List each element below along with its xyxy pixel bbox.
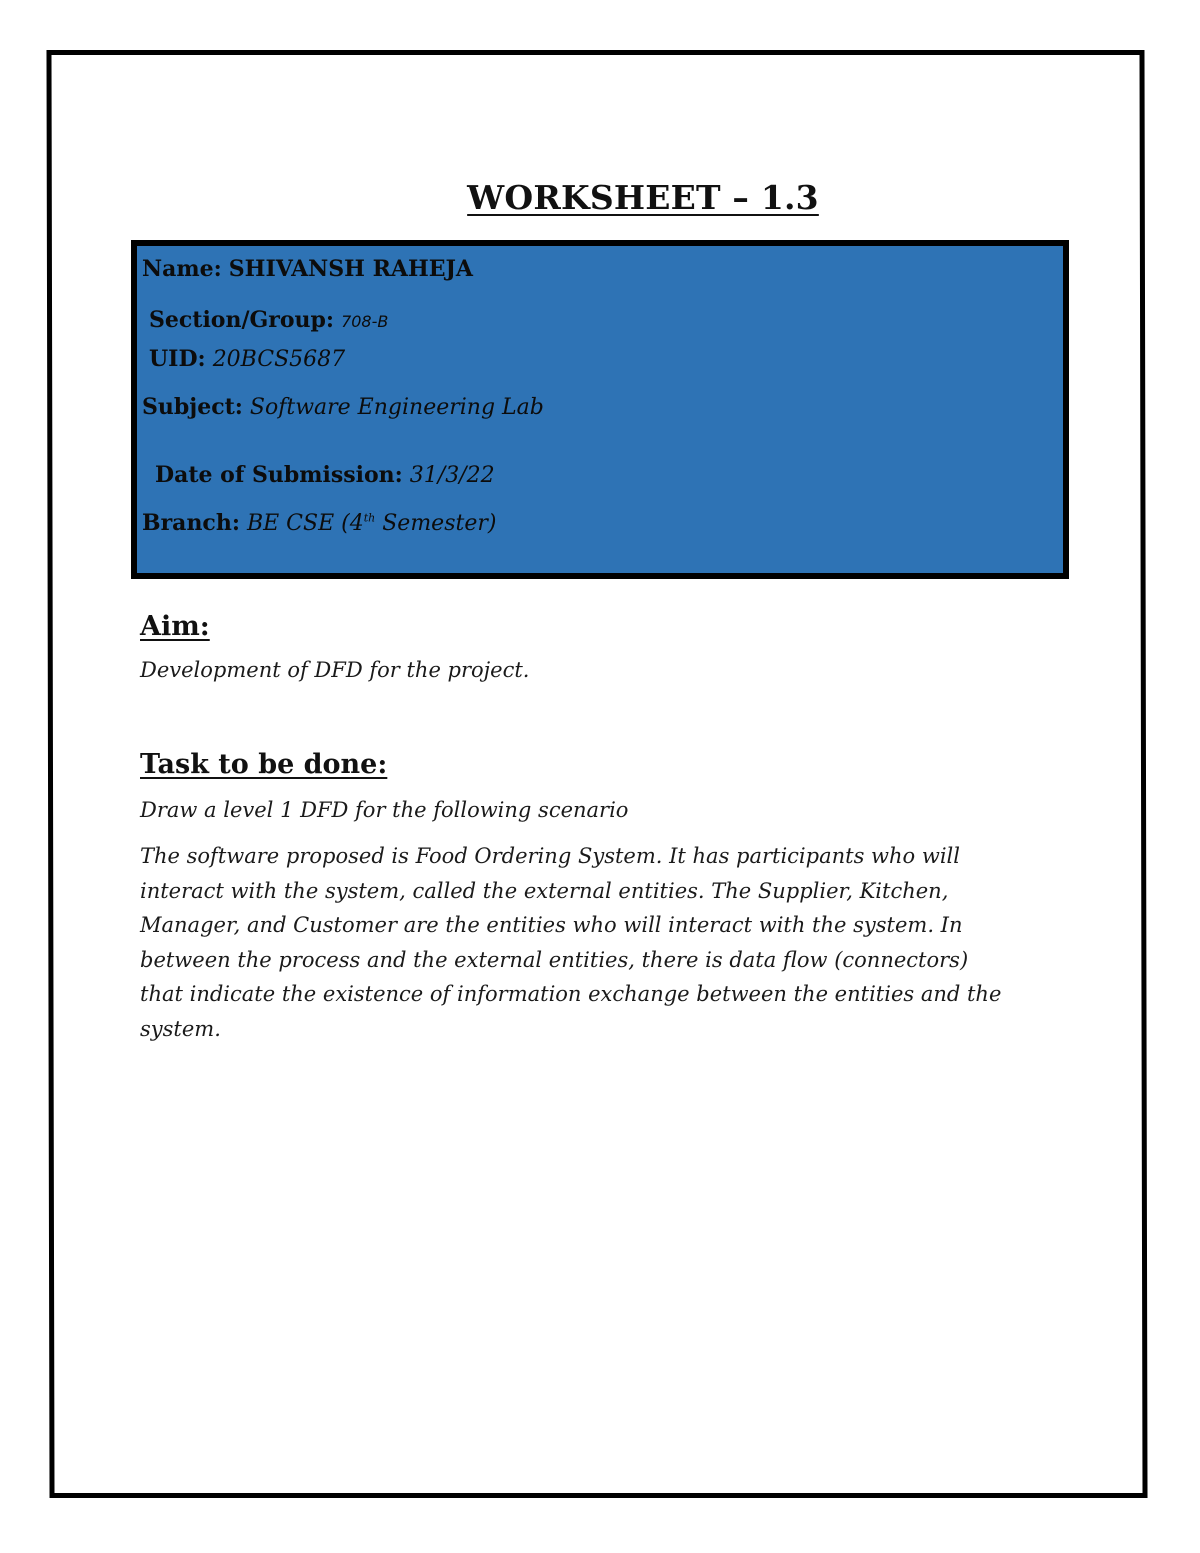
branch-label: Branch: xyxy=(142,510,240,536)
worksheet-title: WORKSHEET – 1.3 xyxy=(467,178,819,217)
section-row xyxy=(149,307,388,333)
task-heading: Task to be done: xyxy=(140,749,388,780)
aim-heading: Aim: xyxy=(140,611,210,642)
uid-row xyxy=(149,346,345,372)
date-label: Date of Submission: xyxy=(155,462,403,488)
branch-value-post: Semester) xyxy=(375,511,497,536)
task-line: The software proposed is Food Ordering System. It has participants who will xyxy=(140,844,960,868)
subject-value: Software Engineering Lab xyxy=(249,395,544,420)
branch-row xyxy=(142,510,496,536)
task-line: between the process and the external entities, there is data flow (connectors) xyxy=(140,947,969,972)
subject-label: Subject: xyxy=(142,394,243,420)
task-line: interact with the system, called the external entities. The Supplier, Kitchen, xyxy=(140,878,949,903)
date-value: 31/3/22 xyxy=(409,463,495,488)
aim-text: Development of DFD for the project. xyxy=(140,658,530,682)
name-row xyxy=(142,256,473,282)
date-row xyxy=(155,462,495,488)
branch-value xyxy=(247,511,497,536)
task-line: that indicate the existence of information exchange between the entities and the xyxy=(140,982,1002,1006)
section-label: Section/Group: xyxy=(149,307,335,333)
task-line: Manager, and Customer are the entities who will interact with the system. In xyxy=(140,913,963,937)
name-value: SHIVANSH RAHEJA xyxy=(228,256,473,282)
branch-value-pre: BE CSE (4 xyxy=(246,511,364,536)
task-line: system. xyxy=(140,1016,221,1041)
name-label: Name: xyxy=(142,256,222,282)
uid-label: UID: xyxy=(149,346,206,372)
section-value: 708-B xyxy=(341,312,389,331)
branch-value-sup: th xyxy=(363,511,376,525)
uid-value: 20BCS5687 xyxy=(212,347,346,372)
subject-row xyxy=(142,394,544,420)
student-info-box xyxy=(131,240,1069,579)
task-instruction: Draw a level 1 DFD for the following scenario xyxy=(140,798,629,822)
task-description xyxy=(140,839,1060,1046)
